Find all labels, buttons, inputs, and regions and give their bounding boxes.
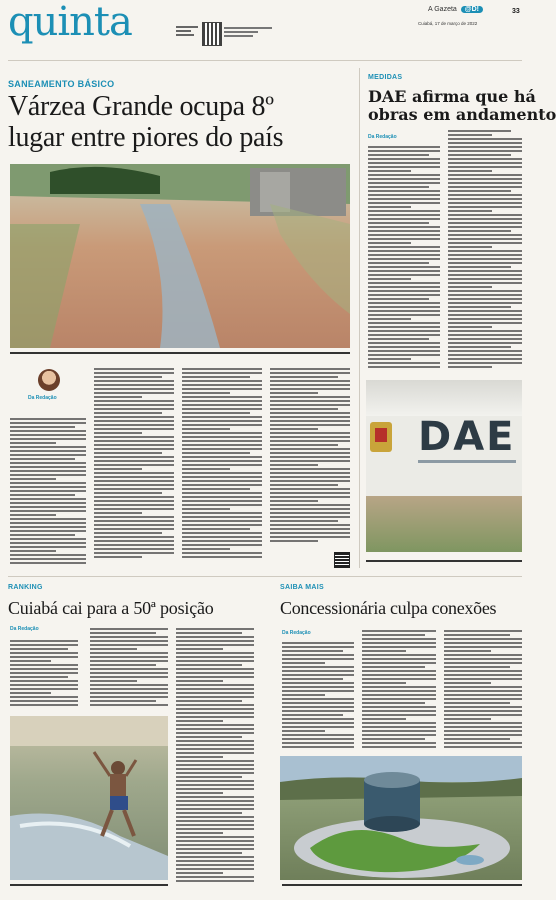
main-story-text-col3 <box>182 368 262 568</box>
child-photo-caption <box>10 884 168 886</box>
child-water-photo <box>10 716 168 880</box>
bottom-right-text-col2 <box>362 630 436 752</box>
author-avatar <box>38 369 60 391</box>
dae-building-photo <box>366 380 522 552</box>
dae-photo-caption <box>366 560 522 562</box>
main-story-kicker: SANEAMENTO BÁSICO <box>8 79 115 89</box>
date-line: Cuiabá, 17 de março de 2022 <box>418 21 478 26</box>
tank-photo-caption <box>282 884 522 886</box>
brand-logo: A Gazeta @D! <box>428 6 483 13</box>
bottom-left-text-col2 <box>90 628 168 708</box>
bottom-left-headline: Cuiabá cai para a 50ª posição <box>8 598 214 618</box>
qr-code-icon <box>202 22 222 46</box>
side-story-byline: Da Redação <box>368 134 397 140</box>
bottom-right-text-col1 <box>282 642 354 752</box>
main-story-byline: Da Redação <box>28 395 57 401</box>
bottom-left-kicker: RANKING <box>8 584 43 591</box>
header-ad-box <box>176 22 274 46</box>
main-story-text-col4 <box>270 368 350 550</box>
dae-logo-icon <box>370 422 392 452</box>
main-story-text-col2 <box>94 368 174 568</box>
bottom-left-byline: Da Redação <box>10 626 39 632</box>
bottom-right-byline: Da Redação <box>282 630 311 636</box>
main-photo-caption <box>10 352 350 354</box>
main-story-photo <box>10 164 350 348</box>
column-divider <box>359 68 360 568</box>
bottom-right-text-col3 <box>444 630 522 752</box>
side-story-kicker: MEDIDAS <box>368 74 403 81</box>
side-story-text-col1 <box>368 146 440 378</box>
side-story-text-col2 <box>448 130 522 374</box>
header-divider <box>8 60 522 61</box>
page-number: 33 <box>512 8 520 15</box>
side-story-headline: DAE afirma que há obras em andamento <box>368 87 556 124</box>
bottom-left-text-col1 <box>10 640 78 710</box>
bottom-divider <box>8 576 522 577</box>
main-story-headline: Várzea Grande ocupa 8º lugar entre piores do país <box>8 91 284 153</box>
main-story-qr-icon <box>334 552 350 568</box>
bottom-left-text-col3 <box>176 628 254 888</box>
bottom-right-headline: Concessionária culpa conexões <box>280 598 497 618</box>
main-story-text-col1 <box>10 418 86 568</box>
bottom-right-kicker: SAIBA MAIS <box>280 584 324 591</box>
section-title: quinta <box>8 0 132 45</box>
dae-sign: DAE <box>418 414 516 460</box>
water-tank-aerial-photo <box>280 756 522 880</box>
